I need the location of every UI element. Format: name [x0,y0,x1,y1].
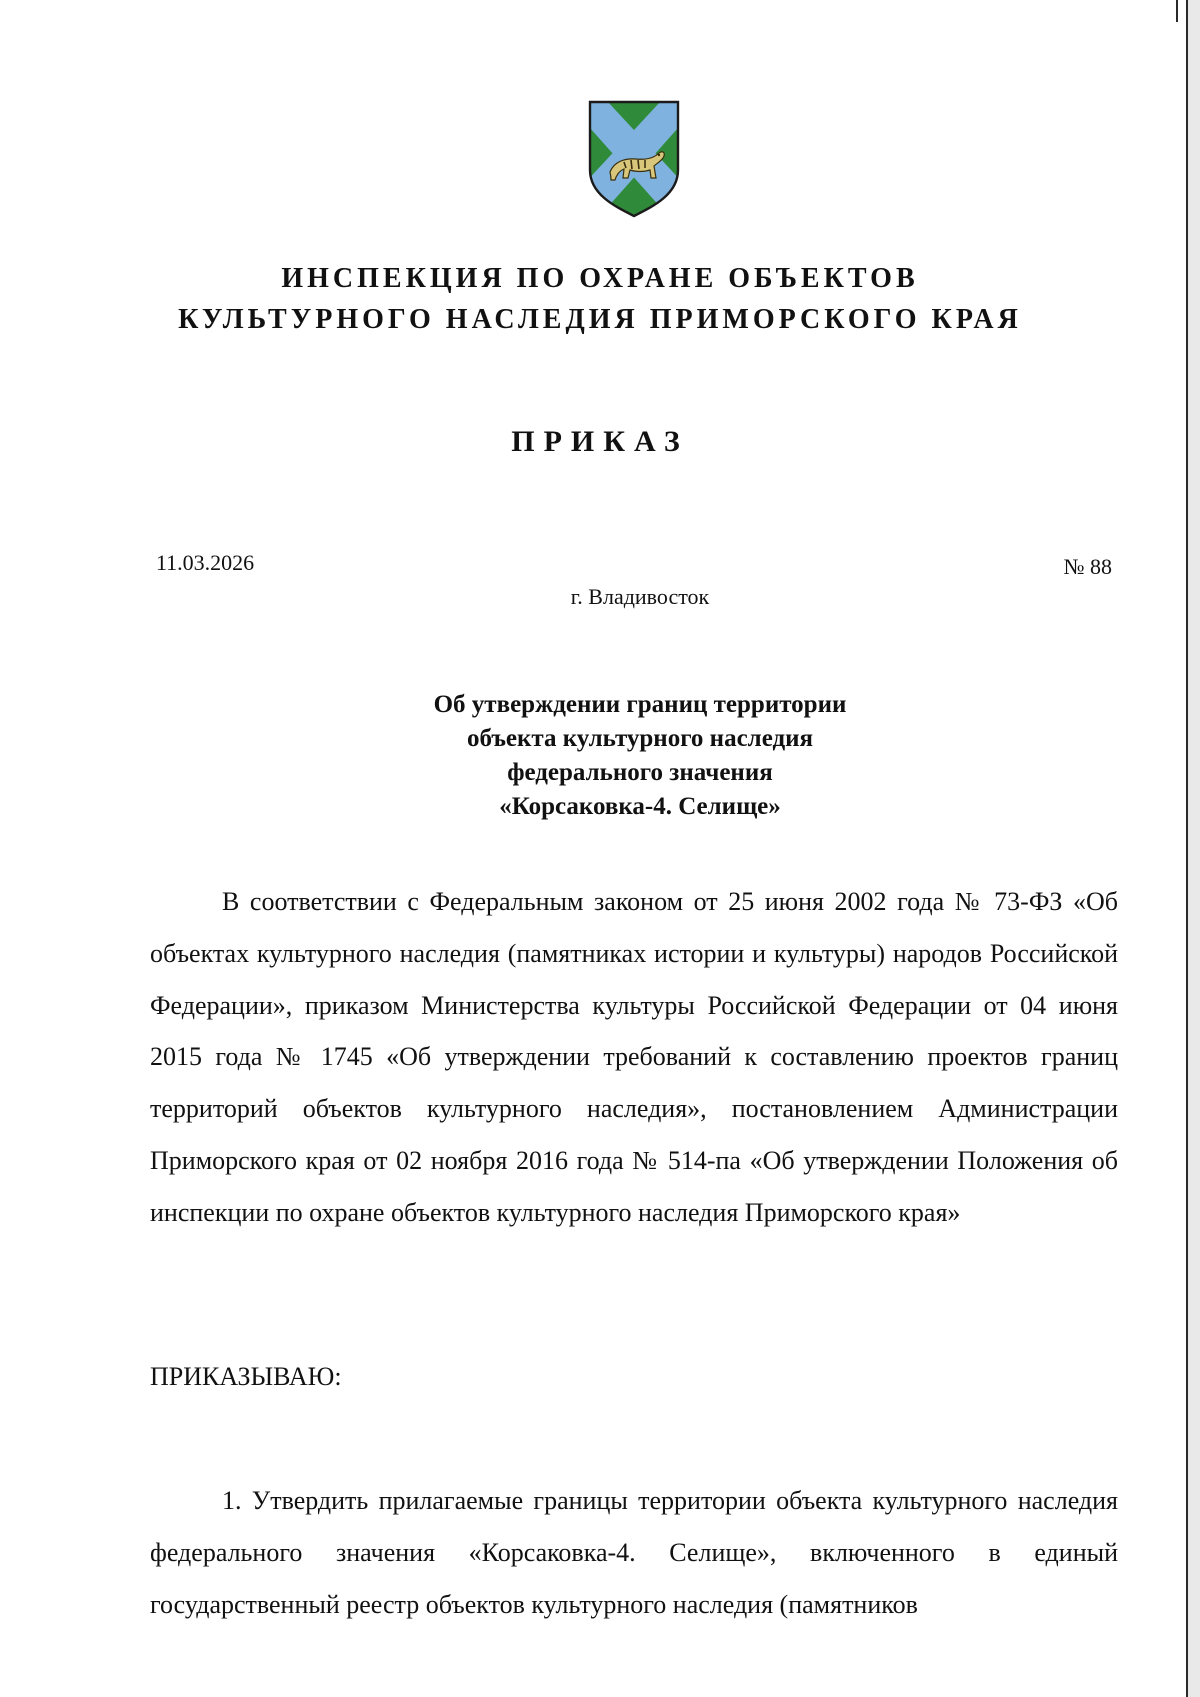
organization-name-line-2: КУЛЬТУРНОГО НАСЛЕДИЯ ПРИМОРСКОГО КРАЯ [178,304,1022,335]
document-type-title: ПРИКАЗ [511,425,689,458]
document-subject [0,688,1200,824]
order-keyword: ПРИКАЗЫВАЮ: [150,1362,342,1391]
scan-edge-border [1186,0,1188,1697]
subject-line-4: «Корсаковка-4. Селище» [499,793,781,820]
preamble-paragraph: В соответствии с Федеральным законом от 25 июня 2002 года № 73-ФЗ «Об объектах культурного наследия (памятниках истории и культуры) народов Российской Федерации», приказом Министерства культуры Российской Федерации от 04 июня 2015 года № 1745 «Об утверждении требований к составлению проектов границ территорий объектов культурного наследия», постановлением Администрации Приморского края от 02 ноября 2016 года № 514-па «Об утверждении Положения об инспекции по охране объектов культурного наследия Приморского края» [150,887,1118,1227]
primorsky-krai-coat-of-arms-icon [584,98,684,220]
subject-line-3: федерального значения [507,759,773,786]
order-item-1: 1. Утвердить прилагаемые границы территории объекта культурного наследия федерального значения «Корсаковка-4. Селище», включенного в единый государственный реестр объектов культурного наследия (памятников [150,1486,1118,1619]
document-date: 11.03.2026 [156,550,255,575]
document-number: № 88 [1063,554,1112,579]
scan-edge [1188,0,1200,1697]
scan-edge-mark [1176,0,1178,22]
subject-line-1: Об утверждении границ территории [433,691,847,718]
organization-name-line-1: ИНСПЕКЦИЯ ПО ОХРАНЕ ОБЪЕКТОВ [281,263,919,294]
document-city: г. Владивосток [570,584,710,609]
subject-line-2: объекта культурного наследия [466,725,814,752]
